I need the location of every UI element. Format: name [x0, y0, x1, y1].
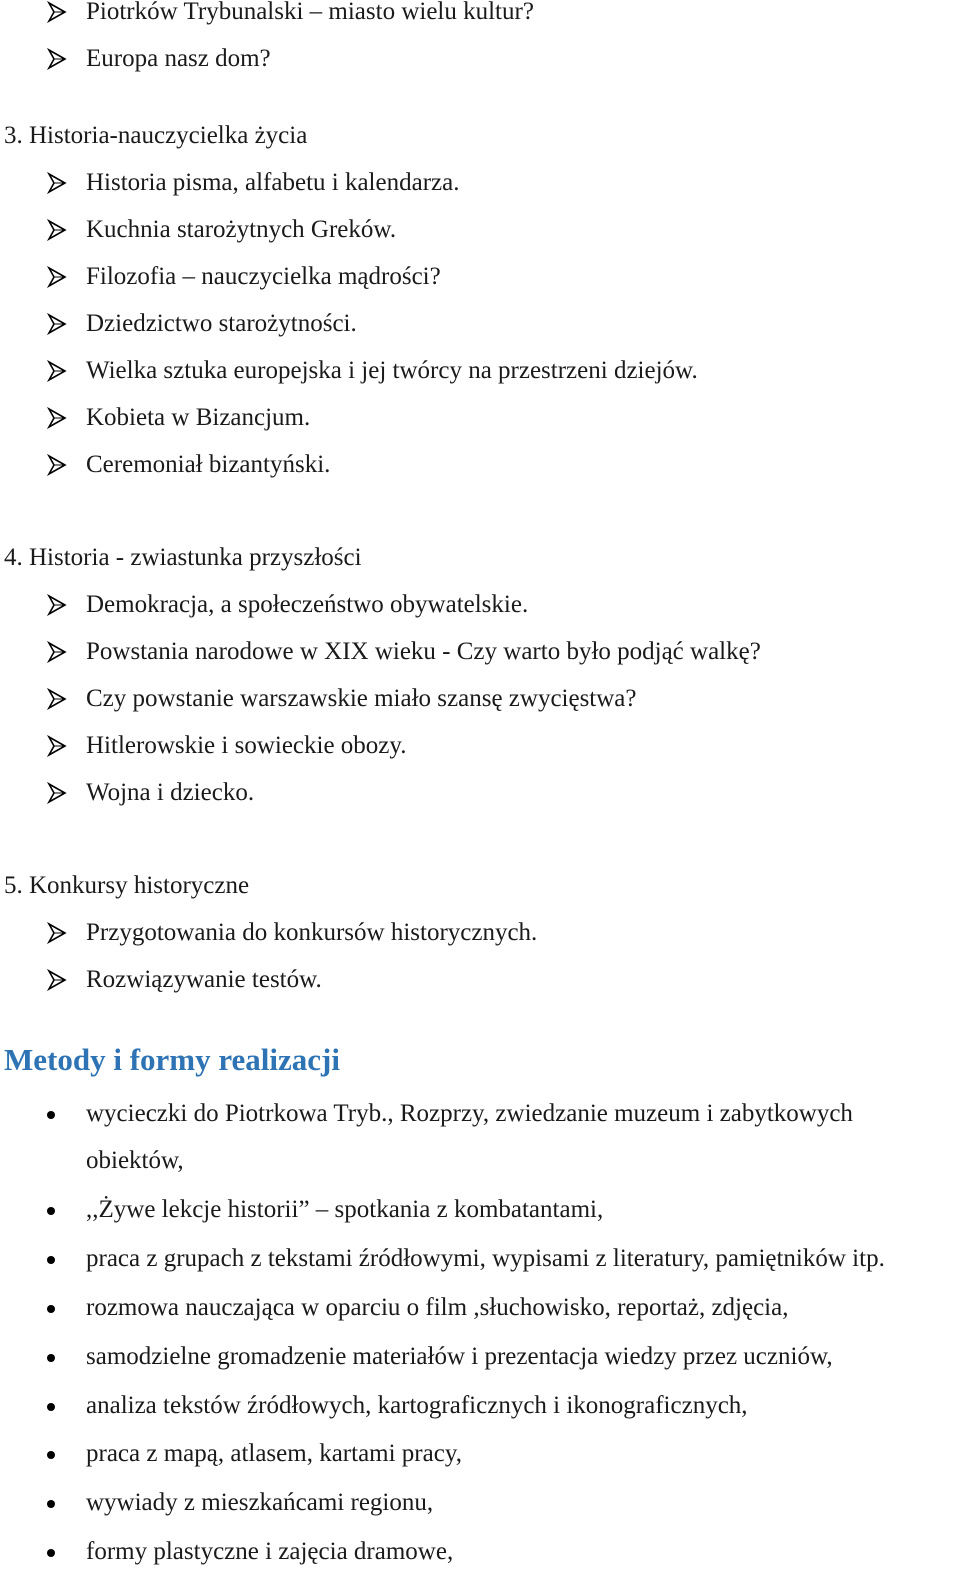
list-item-text: Czy powstanie warszawskie miało szansę zwycięstwa?	[86, 685, 637, 712]
filled-circle-bullet-icon	[47, 1549, 55, 1557]
list-item-text: obiektów,	[86, 1147, 184, 1174]
filled-circle-bullet-icon	[47, 1403, 55, 1411]
arrowhead-bullet-icon	[46, 688, 68, 710]
section-heading: Metody i formy realizacji	[4, 1042, 340, 1077]
list-item-text: formy plastyczne i zajęcia dramowe,	[86, 1538, 454, 1565]
list-item-text: Hitlerowskie i sowieckie obozy.	[86, 732, 407, 759]
arrowhead-bullet-icon	[46, 782, 68, 804]
list-item-text: rozmowa nauczająca w oparciu o film ,słuchowisko, reportaż, zdjęcia,	[86, 1294, 789, 1321]
list-item-text: praca z mapą, atlasem, kartami pracy,	[86, 1440, 462, 1467]
list-item-text: Przygotowania do konkursów historycznych.	[86, 919, 538, 946]
filled-circle-bullet-icon	[47, 1111, 55, 1119]
list-item-text: Kuchnia starożytnych Greków.	[86, 216, 397, 243]
arrowhead-bullet-icon	[46, 735, 68, 757]
list-item-text: Kobieta w Bizancjum.	[86, 404, 311, 431]
list-item-text: Piotrków Trybunalski – miasto wielu kultur?	[86, 0, 534, 25]
list-item-text: Ceremoniał bizantyński.	[86, 451, 331, 478]
list-item-text: Rozwiązywanie testów.	[86, 966, 322, 993]
list-item-text: Europa nasz dom?	[86, 45, 271, 72]
filled-circle-bullet-icon	[47, 1207, 55, 1215]
list-item-text: analiza tekstów źródłowych, kartograficznych i ikonograficznych,	[86, 1392, 748, 1419]
list-item-text: Wielka sztuka europejska i jej twórcy na przestrzeni dziejów.	[86, 357, 698, 384]
list-item-text: Wojna i dziecko.	[86, 779, 255, 806]
filled-circle-bullet-icon	[47, 1500, 55, 1508]
arrowhead-bullet-icon	[46, 219, 68, 241]
list-item-text: Filozofia – nauczycielka mądrości?	[86, 263, 441, 290]
arrowhead-bullet-icon	[46, 454, 68, 476]
arrowhead-bullet-icon	[46, 266, 68, 288]
filled-circle-bullet-icon	[47, 1305, 55, 1313]
arrowhead-bullet-icon	[46, 594, 68, 616]
list-item-text: ,,Żywe lekcje historii” – spotkania z kombatantami,	[86, 1196, 604, 1223]
arrowhead-bullet-icon	[46, 1, 68, 23]
arrowhead-bullet-icon	[46, 360, 68, 382]
list-item-text: samodzielne gromadzenie materiałów i prezentacja wiedzy przez uczniów,	[86, 1343, 833, 1370]
arrowhead-bullet-icon	[46, 313, 68, 335]
arrowhead-bullet-icon	[46, 969, 68, 991]
arrowhead-bullet-icon	[46, 48, 68, 70]
arrowhead-bullet-icon	[46, 172, 68, 194]
list-item-text: praca z grupach z tekstami źródłowymi, wypisami z literatury, pamiętników itp.	[86, 1245, 885, 1272]
list-item-text: Dziedzictwo starożytności.	[86, 310, 357, 337]
arrowhead-bullet-icon	[46, 922, 68, 944]
arrowhead-bullet-icon	[46, 407, 68, 429]
list-item-text: Historia pisma, alfabetu i kalendarza.	[86, 169, 460, 196]
list-item-text: wycieczki do Piotrkowa Tryb., Rozprzy, zwiedzanie muzeum i zabytkowych	[86, 1100, 853, 1127]
list-item-text: wywiady z mieszkańcami regionu,	[86, 1489, 434, 1516]
document-page: Piotrków Trybunalski – miasto wielu kultur? Europa nasz dom? 3. Historia-nauczycielka życia Historia pisma, alfabetu i kalendarza. Kuchnia starożytnych Greków. Filozofia – nauczycielka mądrości? Dziedzictwo starożytności. Wielka sztuka europejska i jej twórcy na przestrzeni dziejów. Kobieta w Bizancjum. Ceremoniał bizantyński. 4. Historia - zwiastunka przyszłości Demokracja, a społeczeństwo obywatelskie. Powstania narodowe w XIX wieku - Czy warto było podjąć walkę? Czy powstanie warszawskie miało szansę zwycięstwa? Hitlerowskie i sowieckie obozy. Wojna i dziecko. 5. Konkursy historyczne Przygotowania do konkursów historycznych. Rozwiązywanie testów. Metody i formy realizacji wycieczki do Piotrkowa Tryb., Rozprzy, zwiedzanie muzeum i zabytkowych obiektów, ,,Żywe lekcje historii” – spotkania z kombatantami, praca z grupach z tekstami źródłowymi, wypisami z literatury, pamiętników itp. rozmowa nauczająca w oparciu o film ,słuchowisko, reportaż, zdjęcia, samodzielne gromadzenie materiałów i prezentacja wiedzy przez uczniów, analiza tekstów źródłowych, kartograficznych i ikonograficznych, praca z mapą, atlasem, kartami pracy, wywiady z mieszkańcami regionu, formy plastyczne i zajęcia dramowe,	[0, 0, 960, 1574]
filled-circle-bullet-icon	[47, 1256, 55, 1264]
list-item-text: Demokracja, a społeczeństwo obywatelskie.	[86, 591, 529, 618]
arrowhead-bullet-icon	[46, 641, 68, 663]
list-item-text: Powstania narodowe w XIX wieku - Czy warto było podjąć walkę?	[86, 638, 761, 665]
filled-circle-bullet-icon	[47, 1451, 55, 1459]
filled-circle-bullet-icon	[47, 1354, 55, 1362]
